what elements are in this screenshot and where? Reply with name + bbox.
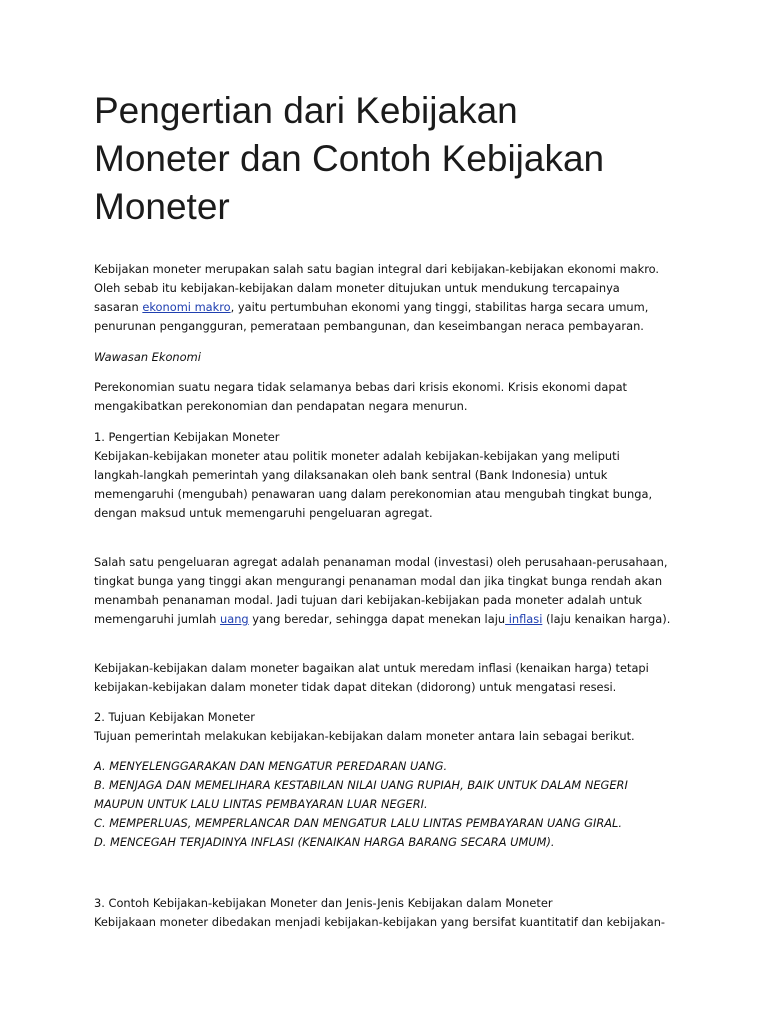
tujuan-list bbox=[94, 757, 694, 852]
list-item-c: C. MEMPERLUAS, MEMPERLANCAR DAN MENGATUR LALU LINTAS PEMBAYARAN UANG GIRAL. bbox=[94, 816, 623, 830]
investasi-line-4-middle: yang beredar, sehingga dapat menekan laju bbox=[248, 612, 506, 626]
section-1-line-2: langkah-langkah pemerintah yang dilaksanakan oleh bank sentral (Bank Indonesia) untuk bbox=[94, 468, 608, 482]
krisis-paragraph bbox=[94, 378, 694, 416]
section-1-heading: 1. Pengertian Kebijakan Moneter bbox=[94, 430, 280, 444]
section-1-line-3: memengaruhi (mengubah) penawaran uang dalam perekonomian atau mengubah tingkat bunga, bbox=[94, 487, 653, 501]
wawasan-label-text: Wawasan Ekonomi bbox=[94, 350, 201, 364]
section-2-line-1: Tujuan pemerintah melakukan kebijakan-kebijakan dalam moneter antara lain sebagai berikut. bbox=[94, 729, 635, 743]
list-item-b-line-2: MAUPUN UNTUK LALU LINTAS PEMBAYARAN LUAR NEGERI. bbox=[94, 797, 428, 811]
intro-line-1: Kebijakan moneter merupakan salah satu bagian integral dari kebijakan-kebijakan ekonomi makro. bbox=[94, 262, 660, 276]
investasi-line-3: menambah penanaman modal. Jadi tujuan dari kebijakan-kebijakan pada moneter adalah untuk bbox=[94, 593, 643, 607]
section-3-line-1: Kebijakaan moneter dibedakan menjadi kebijakan-kebijakan yang bersifat kuantitatif dan kebijakan- bbox=[94, 915, 666, 929]
wawasan-ekonomi-label bbox=[94, 348, 694, 367]
section-1 bbox=[94, 428, 694, 523]
list-item-b-line-1: B. MENJAGA DAN MEMELIHARA KESTABILAN NILAI UANG RUPIAH, BAIK UNTUK DALAM NEGERI bbox=[94, 778, 628, 792]
resesi-paragraph bbox=[94, 659, 694, 697]
intro-line-4: penurunan pengangguran, pemerataan pembangunan, dan keseimbangan neraca pembayaran. bbox=[94, 319, 644, 333]
uang-link[interactable]: uang bbox=[220, 612, 249, 626]
investasi-line-4-start: memengaruhi jumlah bbox=[94, 612, 221, 626]
section-1-line-1: Kebijakan-kebijakan moneter atau politik moneter adalah kebijakan-kebijakan yang meliputi bbox=[94, 449, 620, 463]
krisis-line-2: mengakibatkan perekonomian dan pendapatan negara menurun. bbox=[94, 399, 468, 413]
title-line-2: Moneter dan Contoh Kebijakan bbox=[94, 138, 605, 179]
section-3 bbox=[94, 894, 694, 932]
krisis-line-1: Perekonomian suatu negara tidak selamanya bebas dari krisis ekonomi. Krisis ekonomi dapat bbox=[94, 380, 628, 394]
investasi-line-4-end: (laju kenaikan harga). bbox=[542, 612, 671, 626]
title-line-3: Moneter bbox=[94, 186, 230, 227]
intro-line-3-end: , yaitu pertumbuhan ekonomi yang tinggi, stabilitas harga secara umum, bbox=[230, 300, 649, 314]
investasi-line-2: tingkat bunga yang tinggi akan mengurangi penanaman modal dan jika tingkat bunga rendah akan bbox=[94, 574, 663, 588]
page-title bbox=[94, 87, 714, 231]
investasi-line-4 bbox=[94, 610, 694, 629]
resesi-line-2: kebijakan-kebijakan dalam moneter tidak dapat ditekan (didorong) untuk mengatasi resesi. bbox=[94, 680, 617, 694]
resesi-line-1: Kebijakan-kebijakan dalam moneter bagaikan alat untuk meredam inflasi (kenaikan harga) tetapi bbox=[94, 661, 649, 675]
intro-paragraph bbox=[94, 260, 694, 336]
intro-line-3-start: sasaran bbox=[94, 300, 143, 314]
investasi-paragraph bbox=[94, 553, 694, 629]
intro-line-3 bbox=[94, 298, 694, 317]
list-item-d: D. MENCEGAH TERJADINYA INFLASI (KENAIKAN HARGA BARANG SECARA UMUM). bbox=[94, 835, 555, 849]
intro-line-2: Oleh sebab itu kebijakan-kebijakan dalam moneter ditujukan untuk mendukung tercapainya bbox=[94, 281, 620, 295]
ekonomi-makro-link[interactable]: ekonomi makro bbox=[142, 300, 231, 314]
section-3-heading: 3. Contoh Kebijakan-kebijakan Moneter dan Jenis-Jenis Kebijakan dalam Moneter bbox=[94, 896, 553, 910]
inflasi-link[interactable]: inflasi bbox=[505, 612, 543, 626]
title-line-1: Pengertian dari Kebijakan bbox=[94, 90, 518, 131]
section-1-line-4: dengan maksud untuk memengaruhi pengeluaran agregat. bbox=[94, 506, 433, 520]
list-item-a: A. MENYELENGGARAKAN DAN MENGATUR PEREDARAN UANG. bbox=[94, 759, 448, 773]
investasi-line-1: Salah satu pengeluaran agregat adalah penanaman modal (investasi) oleh perusahaan-perusahaan, bbox=[94, 555, 668, 569]
section-2 bbox=[94, 708, 694, 746]
section-2-heading: 2. Tujuan Kebijakan Moneter bbox=[94, 710, 255, 724]
